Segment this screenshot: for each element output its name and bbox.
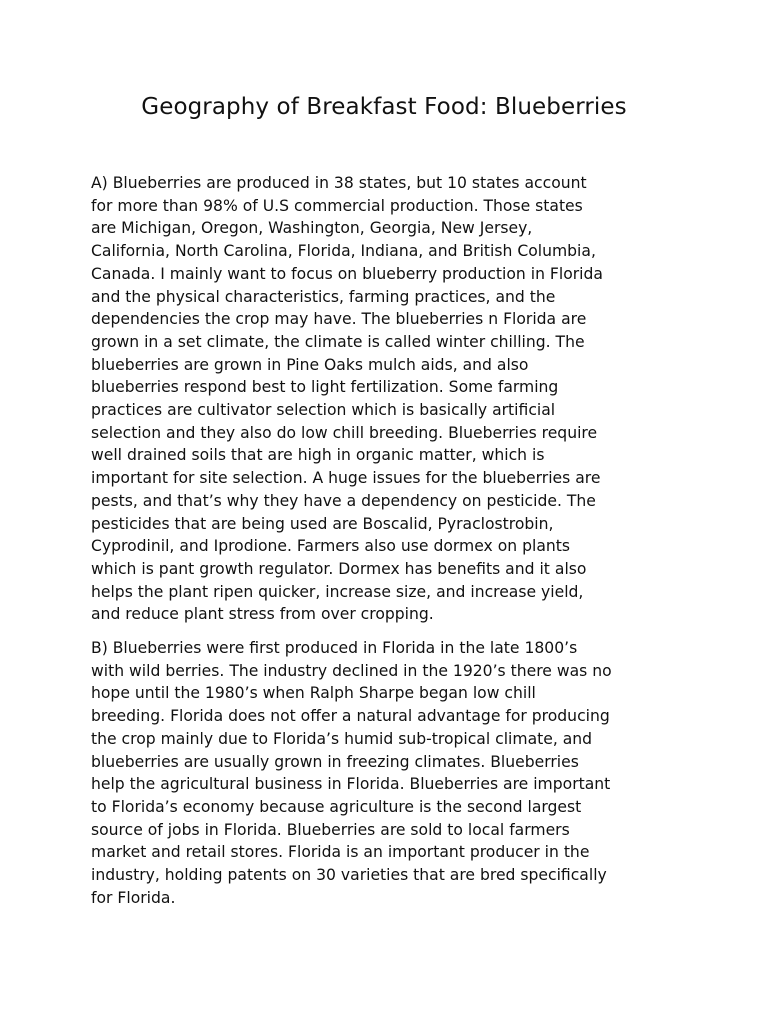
paragraph-line: Canada. I mainly want to focus on blueberry production in Florida bbox=[91, 264, 603, 283]
paragraph-line: for more than 98% of U.S commercial production. Those states bbox=[91, 196, 583, 215]
paragraph-line: and the physical characteristics, farming practices, and the bbox=[91, 287, 556, 306]
paragraph-line: selection and they also do low chill breeding. Blueberries require bbox=[91, 423, 598, 442]
paragraph-line: grown in a set climate, the climate is called winter chilling. The bbox=[91, 332, 585, 351]
document-title: Geography of Breakfast Food: Blueberries bbox=[141, 94, 627, 120]
paragraph-line: B) Blueberries were first produced in Florida in the late 1800’s bbox=[91, 639, 578, 658]
paragraph-line: with wild berries. The industry declined in the 1920’s there was no bbox=[91, 661, 612, 680]
paragraph-line: blueberries are grown in Pine Oaks mulch aids, and also bbox=[91, 355, 529, 374]
paragraph-line: California, North Carolina, Florida, Indiana, and British Columbia, bbox=[91, 242, 596, 261]
paragraph-line: blueberries are usually grown in freezing climates. Blueberries bbox=[91, 752, 579, 771]
paragraph-b bbox=[91, 637, 679, 909]
paragraph-line: pests, and that’s why they have a dependency on pesticide. The bbox=[91, 491, 596, 510]
paragraph-line: hope until the 1980’s when Ralph Sharpe began low chill bbox=[91, 684, 536, 703]
paragraph-line: important for site selection. A huge issues for the blueberries are bbox=[91, 469, 601, 488]
paragraph-line: practices are cultivator selection which is basically artificial bbox=[91, 401, 556, 420]
paragraph-line: dependencies the crop may have. The blueberries n Florida are bbox=[91, 310, 587, 329]
paragraph-line: and reduce plant stress from over cropping. bbox=[91, 605, 434, 624]
paragraph-line: to Florida’s economy because agriculture is the second largest bbox=[91, 797, 582, 816]
paragraph-line: for Florida. bbox=[91, 888, 176, 907]
document-body bbox=[91, 172, 679, 921]
paragraph-line: Cyprodinil, and Iprodione. Farmers also use dormex on plants bbox=[91, 537, 571, 556]
paragraph-a bbox=[91, 172, 679, 626]
paragraph-line: industry, holding patents on 30 varieties that are bred specifically bbox=[91, 866, 607, 885]
paragraph-line: well drained soils that are high in organic matter, which is bbox=[91, 446, 545, 465]
paragraph-line: the crop mainly due to Florida’s humid sub-tropical climate, and bbox=[91, 729, 593, 748]
paragraph-line: help the agricultural business in Florida. Blueberries are important bbox=[91, 775, 611, 794]
paragraph-line: A) Blueberries are produced in 38 states, but 10 states account bbox=[91, 174, 587, 192]
paragraph-line: helps the plant ripen quicker, increase size, and increase yield, bbox=[91, 582, 584, 601]
paragraph-line: breeding. Florida does not offer a natural advantage for producing bbox=[91, 707, 610, 726]
paragraph-line: market and retail stores. Florida is an important producer in the bbox=[91, 843, 590, 862]
paragraph-line: source of jobs in Florida. Blueberries are sold to local farmers bbox=[91, 820, 570, 839]
paragraph-line: blueberries respond best to light fertilization. Some farming bbox=[91, 378, 559, 397]
paragraph-line: are Michigan, Oregon, Washington, Georgia, New Jersey, bbox=[91, 219, 533, 238]
paragraph-line: which is pant growth regulator. Dormex has benefits and it also bbox=[91, 559, 587, 578]
paragraph-line: pesticides that are being used are Boscalid, Pyraclostrobin, bbox=[91, 514, 554, 533]
